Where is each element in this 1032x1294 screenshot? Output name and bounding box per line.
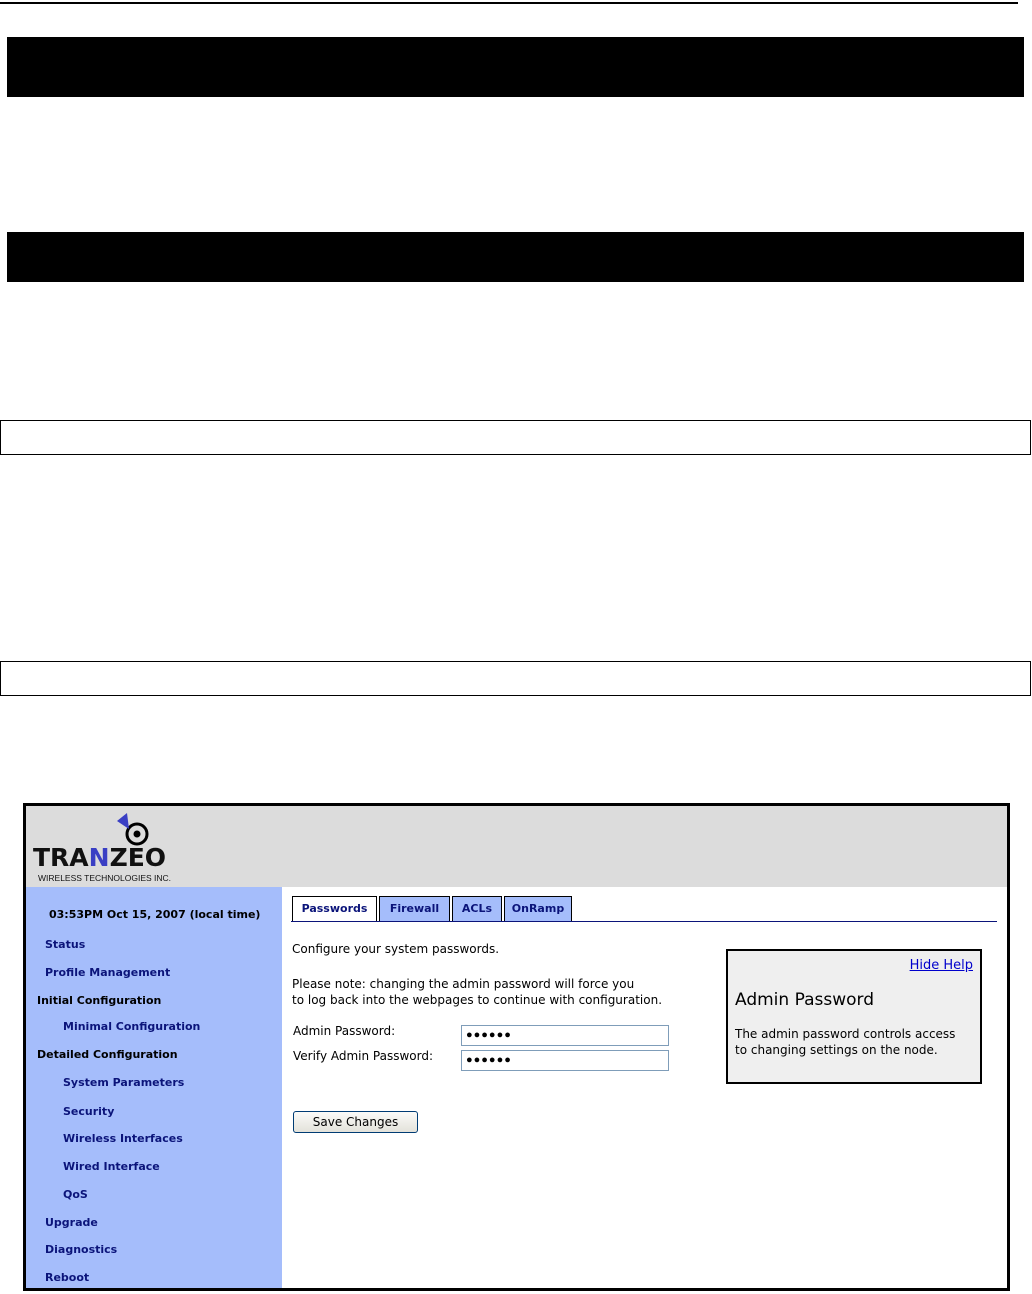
sidebar-item-minimal-configuration[interactable]: Minimal Configuration xyxy=(63,1020,201,1033)
sidebar-item-security[interactable]: Security xyxy=(63,1105,115,1118)
tab-firewall[interactable]: Firewall xyxy=(379,896,450,921)
heading-bar xyxy=(7,37,1024,97)
admin-password-label: Admin Password: xyxy=(293,1024,396,1038)
sidebar-item-wired-interface[interactable]: Wired Interface xyxy=(63,1160,160,1173)
sidebar-item-qos[interactable]: QoS xyxy=(63,1188,88,1201)
sidebar-item-wireless-interfaces[interactable]: Wireless Interfaces xyxy=(63,1132,183,1145)
logo-brand: TRANZEO xyxy=(33,843,167,872)
screenshot-frame xyxy=(23,803,1010,1291)
note-line-1: Please note: changing the admin password will force you xyxy=(292,977,635,991)
help-title: Admin Password xyxy=(735,990,874,1010)
sidebar-item-reboot[interactable]: Reboot xyxy=(45,1271,90,1284)
tab-acls[interactable]: ACLs xyxy=(452,896,502,921)
sidebar-item-upgrade[interactable]: Upgrade xyxy=(45,1216,98,1229)
sidebar xyxy=(26,887,282,1291)
help-body-line-1: The admin password controls access xyxy=(735,1027,956,1041)
intro-text: Configure your system passwords. xyxy=(292,942,500,956)
sidebar-item-profile-management[interactable]: Profile Management xyxy=(45,966,171,979)
verify-password-label: Verify Admin Password: xyxy=(293,1049,434,1063)
tab-onramp[interactable]: OnRamp xyxy=(504,896,572,921)
tranzeo-logo xyxy=(31,810,236,884)
sidebar-heading-detailed-configuration: Detailed Configuration xyxy=(37,1048,178,1061)
verify-password-input[interactable]: ●●●●●● xyxy=(461,1050,669,1071)
outline-box xyxy=(0,420,1031,455)
sidebar-item-status[interactable]: Status xyxy=(45,938,86,951)
heading-bar xyxy=(7,232,1024,282)
help-body-line-2: to changing settings on the node. xyxy=(735,1043,938,1057)
tab-underline xyxy=(291,921,997,922)
sidebar-heading-initial-configuration: Initial Configuration xyxy=(37,994,162,1007)
outline-box xyxy=(0,661,1031,696)
sidebar-item-system-parameters[interactable]: System Parameters xyxy=(63,1076,185,1089)
logo-tagline: WIRELESS TECHNOLOGIES INC. xyxy=(38,873,172,883)
sidebar-item-diagnostics[interactable]: Diagnostics xyxy=(45,1243,118,1256)
top-rule xyxy=(0,2,1018,4)
tab-passwords[interactable]: Passwords xyxy=(292,896,377,922)
clock-text: 03:53PM Oct 15, 2007 (local time) xyxy=(49,908,261,921)
help-body xyxy=(735,1026,955,1058)
header-bar xyxy=(26,806,1007,887)
main-content xyxy=(282,887,1007,1291)
admin-password-input[interactable]: ●●●●●● xyxy=(461,1025,669,1046)
antenna-icon xyxy=(117,813,147,844)
hide-help-link[interactable]: Hide Help xyxy=(909,958,973,973)
save-changes-button[interactable]: Save Changes xyxy=(293,1111,418,1133)
help-panel xyxy=(726,949,982,1084)
note-line-2: to log back into the webpages to continue with configuration. xyxy=(292,993,663,1007)
